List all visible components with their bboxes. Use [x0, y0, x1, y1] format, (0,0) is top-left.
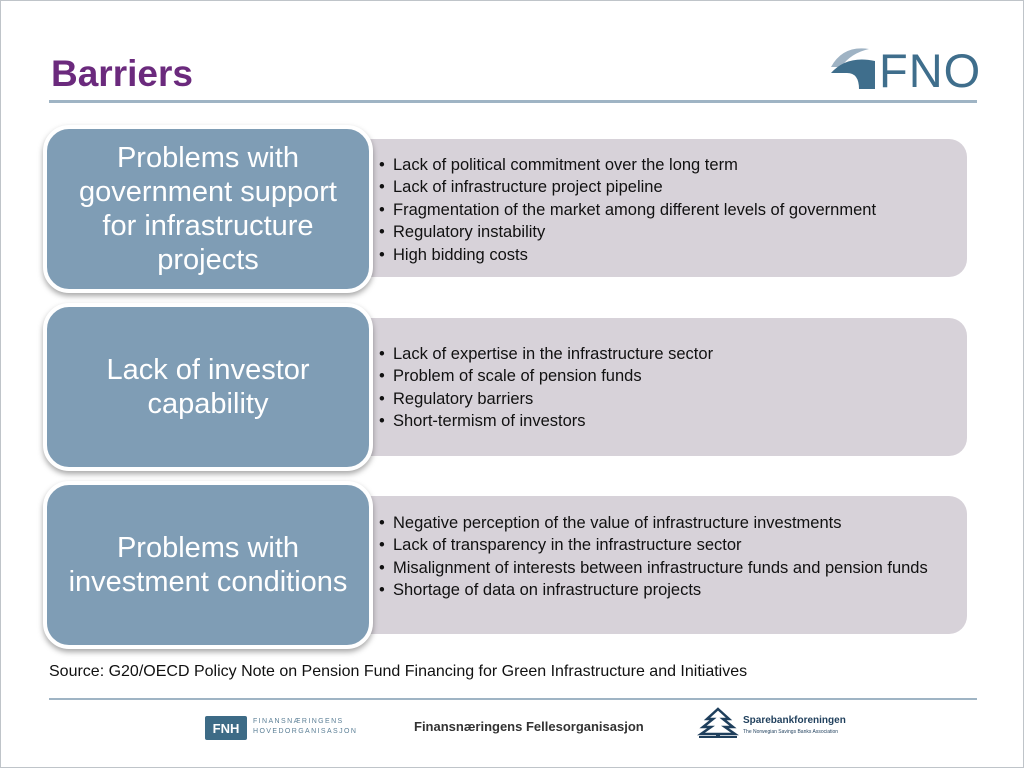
- slide-title: Barriers: [51, 53, 193, 94]
- sparebank-tree-icon: [695, 707, 741, 739]
- fnh-logo-subtitle: [253, 717, 363, 737]
- fnh-logo-mark: FNH: [205, 716, 247, 740]
- barrier-row-conditions: [41, 481, 971, 651]
- barrier-heading: Problems with investment conditions: [68, 532, 348, 598]
- title-divider: [49, 100, 977, 103]
- list-item: • Lack of infrastructure project pipeline: [379, 177, 947, 197]
- list-item: • Regulatory barriers: [379, 389, 947, 409]
- list-item: • Shortage of data on infrastructure projects: [379, 580, 947, 600]
- fno-logo-text: FNO: [879, 44, 982, 97]
- barrier-heading-card: [43, 125, 373, 293]
- barrier-panel: [341, 318, 967, 456]
- fno-logo: [829, 43, 982, 97]
- list-item: • Misalignment of interests between infrastructure funds and pension funds: [379, 558, 947, 578]
- sparebank-tagline: The Norwegian Savings Banks Association: [743, 729, 839, 735]
- barrier-panel: [341, 496, 967, 634]
- list-item: • Short-termism of investors: [379, 411, 947, 431]
- source-note: Source: G20/OECD Policy Note on Pension Fund Financing for Green Infrastructure and Initiatives: [49, 663, 748, 680]
- footer-divider: [49, 698, 977, 700]
- fnh-logo-line: FINANSNÆRINGENS: [253, 718, 344, 725]
- barrier-panel: [341, 139, 967, 277]
- sparebank-name: Sparebankforeningen: [743, 715, 846, 726]
- list-item: • Regulatory instability: [379, 222, 947, 242]
- barrier-heading: Problems with government support for infrastructure projects: [79, 142, 337, 276]
- barrier-bullet-list: [379, 155, 947, 267]
- list-item: • Problem of scale of pension funds: [379, 366, 947, 386]
- fno-swoosh-icon: [829, 43, 879, 93]
- list-item: • Fragmentation of the market among different levels of government: [379, 200, 947, 220]
- fnh-logo-line: HOVEDORGANISASJON: [253, 728, 358, 735]
- barrier-bullet-list: [379, 513, 947, 603]
- barrier-heading-card: [43, 303, 373, 471]
- barrier-row-investor: [41, 303, 971, 473]
- list-item: • Lack of political commitment over the long term: [379, 155, 947, 175]
- barrier-bullet-list: [379, 344, 947, 434]
- barrier-row-government: [41, 125, 971, 295]
- list-item: • Negative perception of the value of infrastructure investments: [379, 513, 947, 533]
- list-item: • High bidding costs: [379, 245, 947, 265]
- list-item: • Lack of expertise in the infrastructure sector: [379, 344, 947, 364]
- fno-footer-name: Finansnæringens Fellesorganisasjon: [414, 719, 644, 734]
- barrier-heading: Lack of investor capability: [106, 354, 310, 420]
- list-item: • Lack of transparency in the infrastructure sector: [379, 535, 947, 555]
- barrier-heading-card: [43, 481, 373, 649]
